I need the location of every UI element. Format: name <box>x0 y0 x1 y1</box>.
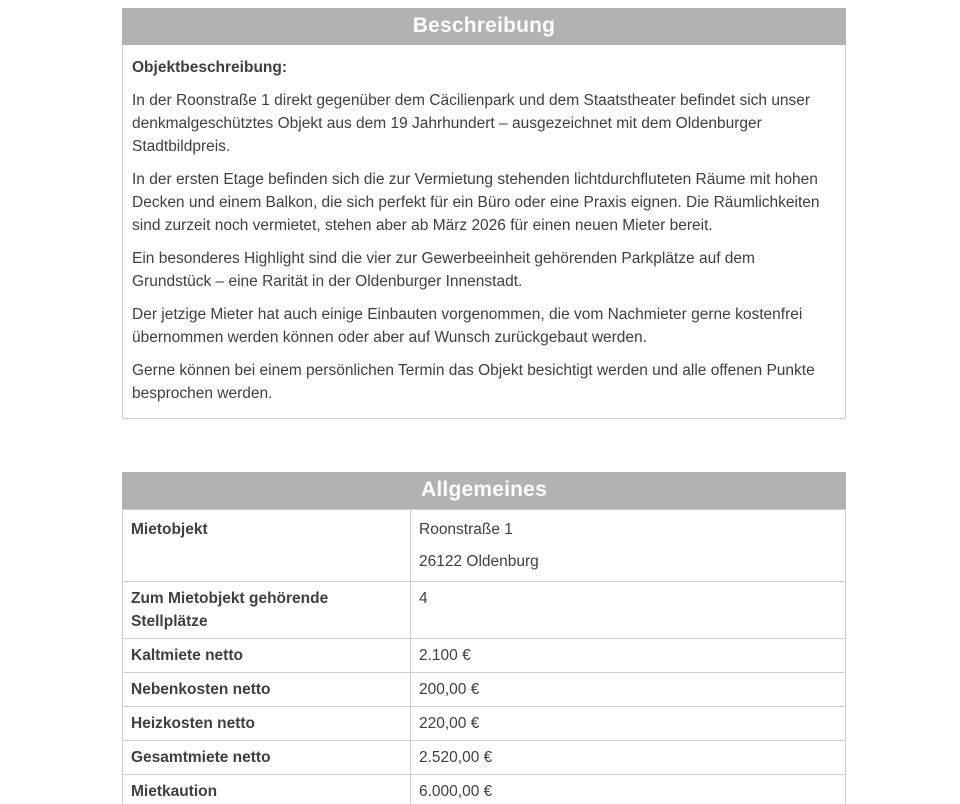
row-label: Mietobjekt <box>123 510 411 582</box>
row-label: Gesamtmiete netto <box>123 741 411 775</box>
table-row <box>123 673 846 707</box>
table-row <box>123 775 846 804</box>
row-value <box>411 673 846 707</box>
table-row <box>123 639 846 673</box>
description-paragraph: In der Roonstraße 1 direkt gegenüber dem Cäcilienpark und dem Staatstheater befindet sich unser denkmalgeschütztes Objekt aus dem 19 Jahrhundert – ausgezeichnet mit dem Oldenburger Stadtbildpreis. <box>132 92 811 155</box>
row-label: Zum Mietobjekt gehörende Stellplätze <box>123 582 411 639</box>
description-paragraph: Ein besonderes Highlight sind die vier zur Gewerbeeinheit gehörenden Parkplätze auf dem Grundstück – eine Rarität in der Oldenburger Innenstadt. <box>132 250 755 290</box>
description-paragraph: Gerne können bei einem persönlichen Termin das Objekt besichtigt werden und alle offenen Punkte besprochen werden. <box>132 362 815 402</box>
row-value <box>411 741 846 775</box>
table-row <box>123 707 846 741</box>
beschreibung-header-title: Beschreibung <box>412 14 556 37</box>
row-value <box>411 775 846 804</box>
beschreibung-body <box>122 45 846 419</box>
row-value-line: 220,00 € <box>419 715 480 732</box>
allgemeines-table <box>122 509 846 804</box>
allgemeines-section <box>122 472 846 804</box>
row-value-line: 26122 Oldenburg <box>419 553 539 570</box>
row-value <box>411 707 846 741</box>
row-label: Heizkosten netto <box>123 707 411 741</box>
allgemeines-header <box>122 472 846 509</box>
row-label: Kaltmiete netto <box>123 639 411 673</box>
table-row <box>123 510 846 582</box>
allgemeines-header-title: Allgemeines <box>421 478 547 501</box>
beschreibung-section <box>122 8 846 419</box>
description-paragraph: In der ersten Etage befinden sich die zur Vermietung stehenden lichtdurchfluteten Räume mit hohen Decken und einem Balkon, die sich perfekt für ein Büro oder eine Praxis eignen. Die Räumlichkeiten sind zurzeit noch vermietet, stehen aber ab März 2026 für einen neuen Mieter bereit. <box>132 171 820 234</box>
row-value <box>411 582 846 639</box>
row-value <box>411 510 846 582</box>
row-value-line: Roonstraße 1 <box>419 521 513 538</box>
row-value-line: 4 <box>419 590 428 607</box>
objektbeschreibung-label: Objektbeschreibung: <box>132 59 288 76</box>
beschreibung-header <box>122 8 846 45</box>
document-content <box>122 8 846 804</box>
row-value-line: 200,00 € <box>419 681 480 698</box>
row-label: Nebenkosten netto <box>123 673 411 707</box>
table-row <box>123 741 846 775</box>
row-value <box>411 639 846 673</box>
row-value-line: 6.000,00 € <box>419 783 493 800</box>
row-value-line: 2.100 € <box>419 647 471 664</box>
row-label: Mietkaution <box>123 775 411 804</box>
row-value-line: 2.520,00 € <box>419 749 493 766</box>
table-row <box>123 582 846 639</box>
description-paragraph: Der jetzige Mieter hat auch einige Einbauten vorgenommen, die vom Nachmieter gerne kostenfrei übernommen werden können oder aber auf Wunsch zurückgebaut werden. <box>132 306 803 346</box>
